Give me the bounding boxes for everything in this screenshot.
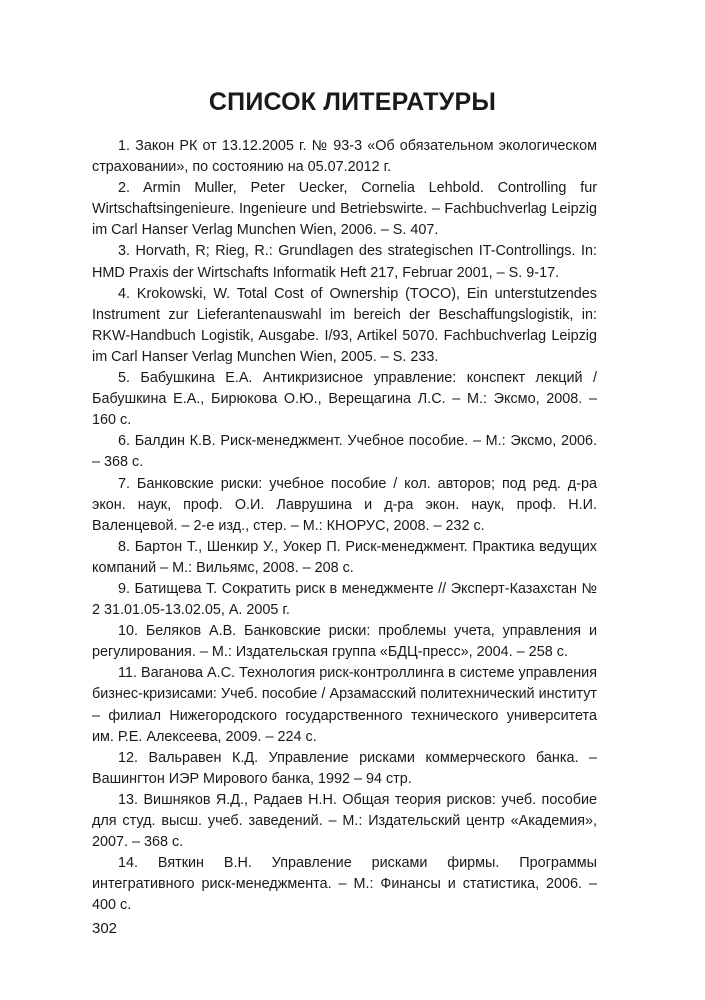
reference-item: 2. Armin Muller, Peter Uecker, Cornelia Lehbold. Controlling fur Wirtschaftsingenieure. Ingenieure und Betriebswirte. – Fachbuchverlag Leipzig im Carl Hanser Verlag Munchen Wien, 2006. – S. 407.: [92, 180, 597, 239]
reference-item: 1. Закон РК от 13.12.2005 г. № 93-3 «Об обязательном экологическом страховании», по состоянию на 05.07.2012 г.: [92, 138, 597, 176]
reference-item: 10. Беляков А.В. Банковские риски: проблемы учета, управления и регулирования. – М.: Издательская группа «БДЦ-пресс», 2004. – 258 с.: [92, 623, 597, 661]
page-number: 302: [92, 920, 118, 937]
reference-item: 9. Батищева Т. Сократить риск в менеджменте // Эксперт-Казахстан № 2 31.01.05-13.02.05, А. 2005 г.: [92, 580, 597, 619]
reference-list: [92, 136, 597, 916]
page-title: СПИСОК ЛИТЕРАТУРЫ: [208, 88, 497, 116]
reference-item: 12. Вальравен К.Д. Управление рисками коммерческого банка. – Вашингтон ИЭР Мирового банка, 1992 – 94 стр.: [92, 749, 597, 787]
reference-item: 7. Банковские риски: учебное пособие / кол. авторов; под ред. д-ра экон. наук, проф. О.И. Лаврушина и д-ра экон. наук, проф. Н.И. Валенцевой. – 2-е изд., стер. – М.: КНОРУС, 2008. – 232 с.: [92, 475, 597, 534]
reference-item: 14. Вяткин В.Н. Управление рисками фирмы. Программы интегративного риск-менеджмента. – М.: Финансы и статистика, 2006. – 400 с.: [92, 855, 597, 914]
reference-item: 6. Балдин К.В. Риск-менеджмент. Учебное пособие. – М.: Эксмо, 2006. – 368 с.: [92, 433, 597, 471]
reference-item: 5. Бабушкина Е.А. Антикризисное управление: конспект лекций / Бабушкина Е.А., Бирюкова О.Ю., Верещагина Л.С. – М.: Эксмо, 2008. – 160 с.: [92, 370, 597, 429]
reference-item: 3. Horvath, R; Rieg, R.: Grundlagen des strategischen IT-Controllings. In: HMD Praxis der Wirtschafts Informatik Heft 217, Februar 2001, – S. 9-17.: [92, 243, 597, 281]
reference-item: 4. Krokowski, W. Total Cost of Ownership (TOCO), Ein unterstutzendes Instrument zur Lieferantenauswahl im bereich der Beschaffungslogistik, in: RKW-Handbuch Logistik, Ausgabe. I/93, Artikel 5070. Fachbuchverlag Leipzig im Carl Hanser Verlag Munchen Wien, 2005. – S. 233.: [92, 285, 597, 365]
reference-item: 13. Вишняков Я.Д., Радаев Н.Н. Общая теория рисков: учеб. пособие для студ. высш. учеб. заведений. – М.: Издательский центр «Академия», 2007. – 368 с.: [92, 791, 597, 851]
reference-item: 8. Бартон Т., Шенкир У., Уокер П. Риск-менеджмент. Практика ведущих компаний – М.: Вильямс, 2008. – 208 с.: [92, 538, 597, 576]
reference-item: 11. Ваганова А.С. Технология риск-контроллинга в системе управления бизнес-кризисами: Учеб. пособие / Арзамасский политехнический институт – филиал Нижегородского государственного технического университета им. Р.Е. Алексеева, 2009. – 224 с.: [92, 665, 597, 745]
